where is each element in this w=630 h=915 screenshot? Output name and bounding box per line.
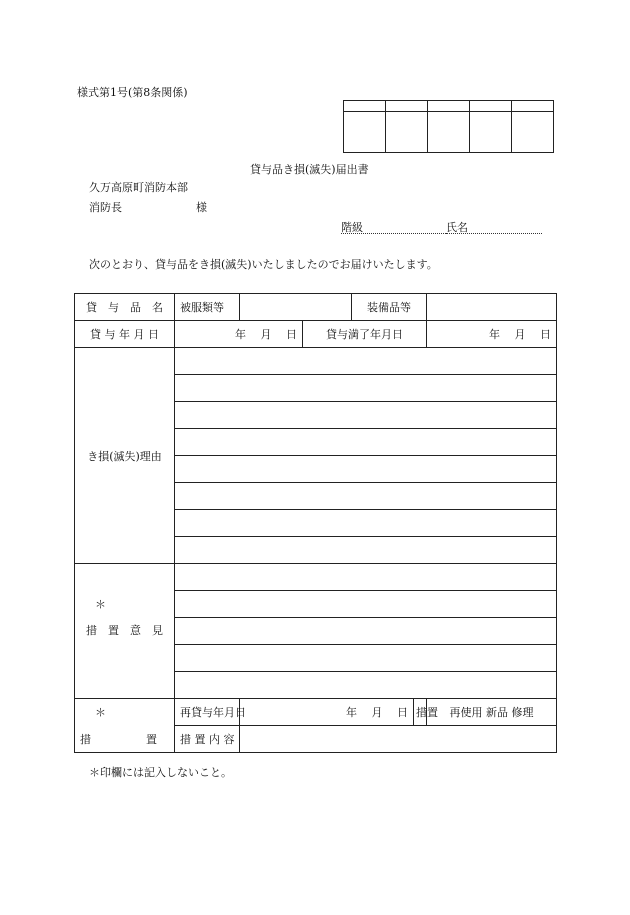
document-title: 貸与品き損(滅失)届出書 (250, 163, 369, 176)
honorific: 様 (196, 201, 207, 214)
form-number: 様式第1号(第8条関係) (77, 86, 188, 99)
expiry-date-label: 貸与満了年月日 (303, 321, 427, 348)
measure-content-label: 措 置 内 容 (175, 726, 240, 753)
rank-field[interactable] (341, 221, 542, 235)
action-opinion-label-cell (75, 564, 175, 699)
stamp-header-cell (428, 101, 470, 112)
expiry-date-field[interactable]: 年 月 日 (427, 321, 557, 348)
stamp-header-cell (386, 101, 428, 112)
reason-line[interactable] (175, 402, 557, 429)
name-label: 氏名 (446, 221, 468, 234)
stamp-header-cell (512, 101, 554, 112)
stamp-cell[interactable] (428, 112, 470, 153)
stamp-cell[interactable] (344, 112, 386, 153)
asterisk-mark: ＊ (95, 598, 106, 611)
reason-line[interactable] (175, 483, 557, 510)
reason-line[interactable] (175, 375, 557, 402)
equipment-label: 装備品等 (352, 294, 427, 321)
recipient-org: 久万高原町消防本部 (89, 181, 188, 194)
clothing-field[interactable] (240, 294, 352, 321)
footer-note: ＊印欄には記入しないこと。 (89, 766, 232, 779)
opinion-line[interactable] (175, 645, 557, 672)
reason-line[interactable] (175, 510, 557, 537)
stamp-cell[interactable] (386, 112, 428, 153)
action-opinion-label: 措 置 意 見 (86, 624, 163, 637)
recipient-title: 消防長 (89, 201, 122, 214)
reason-label: き損(滅失)理由 (75, 348, 175, 564)
asterisk-mark: ＊ (75, 699, 175, 726)
opinion-line[interactable] (175, 672, 557, 699)
stamp-header-cell (344, 101, 386, 112)
measure-content-field[interactable] (240, 726, 557, 753)
clothing-label: 被服類等 (175, 294, 240, 321)
opinion-line[interactable] (175, 618, 557, 645)
reason-line[interactable] (175, 348, 557, 375)
measure-label: 措置 (414, 699, 427, 726)
measure-options[interactable]: 再使用 新品 修理 (427, 699, 557, 726)
relend-date-field[interactable]: 年 月 日 (240, 699, 414, 726)
rank-label: 階級 (341, 221, 363, 234)
stamp-cell[interactable] (470, 112, 512, 153)
relend-date-label: 再貸与年月日 (175, 699, 240, 726)
stamp-header-cell (470, 101, 512, 112)
item-name-label: 貸 与 品 名 (75, 294, 175, 321)
stamp-cell[interactable] (512, 112, 554, 153)
lend-date-label: 貸 与 年 月 日 (75, 321, 175, 348)
intro-text: 次のとおり、貸与品をき損(滅失)いたしましたのでお届けいたします。 (89, 258, 438, 271)
reason-line[interactable] (175, 537, 557, 564)
action-label: 措 置 (75, 726, 175, 753)
report-table (74, 293, 557, 753)
equipment-field[interactable] (427, 294, 557, 321)
approval-stamp-boxes (343, 100, 554, 153)
lend-date-field[interactable]: 年 月 日 (175, 321, 303, 348)
opinion-line[interactable] (175, 591, 557, 618)
reason-line[interactable] (175, 429, 557, 456)
reason-line[interactable] (175, 456, 557, 483)
opinion-line[interactable] (175, 564, 557, 591)
